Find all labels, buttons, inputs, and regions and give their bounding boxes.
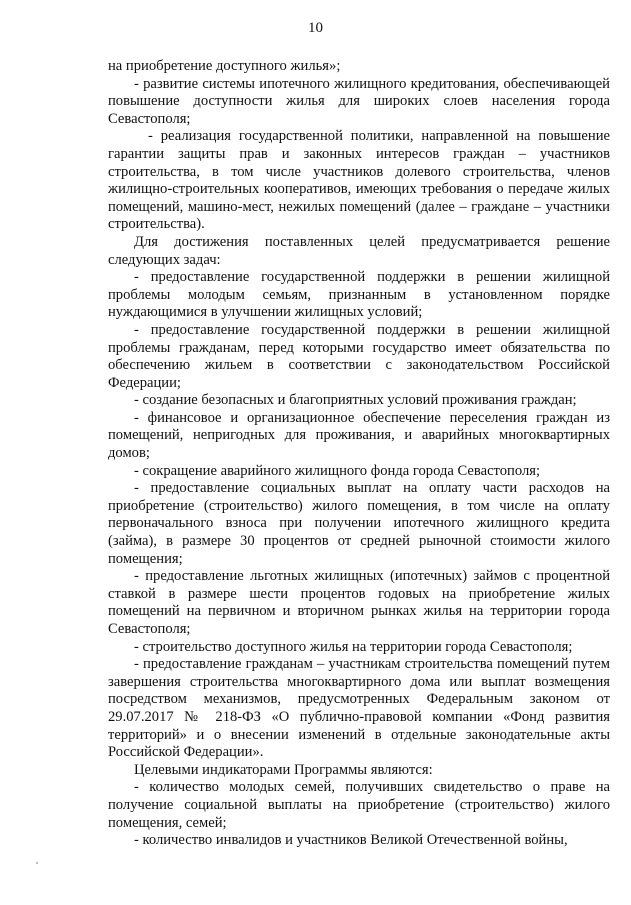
page-number: 10 — [308, 20, 323, 36]
paragraph-social-payments: - предоставление социальных выплат на оплату части расходов на приобретение (строительство) жилого помещения, в том числе на оплату первоначального взноса при получении ипотечного жилищного кредита (займа), в размере 30 процентов от средней рыночной стоимости жилого помещения; — [108, 480, 610, 567]
paragraph-preferential-loans: - предоставление льготных жилищных (ипотечных) займов с процентной ставкой в размере шести процентов годовых на приобретение жилых помещений на первичном и вторичном рынках жилья на территории города Севастополя; — [108, 568, 610, 637]
paragraph-safe-conditions: - создание безопасных и благоприятных условий проживания граждан; — [134, 392, 577, 409]
paragraph-state-policy: - реализация государственной политики, направленной на повышение гарантии защиты прав и законных интересов граждан – участников строительства, в том числе участников долевого строительства, членов жилищно-строительных кооперативов, имеющих требования о передаче жилых помещений, машино-мест, нежилых помещений (далее – граждане – участники строительства). — [108, 128, 610, 233]
paragraph-affordable-housing: - строительство доступного жилья на территории города Севастополя; — [134, 638, 573, 655]
paragraph-resettlement: - финансовое и организационное обеспечение переселения граждан из помещений, непригодных для проживания, и аварийных многоквартирных домов; — [108, 409, 610, 462]
scan-speck — [36, 862, 38, 864]
paragraph-tasks-intro: Для достижения поставленных целей предусматривается решение следующих задач: — [108, 233, 610, 268]
paragraph-state-obligations: - предоставление государственной поддержки в решении жилищной проблемы гражданам, перед которыми государство имеет обязательства по обеспечению жильем в соответствии с законодательством Российской Федерации; — [108, 321, 610, 391]
paragraph-continuation: на приобретение доступного жилья»; — [108, 58, 341, 74]
paragraph-construction-participants: - предоставление гражданам – участникам строительства помещений путем завершения строительства многоквартирного дома или выплат возмещения посредством механизмов, предусмотренных Федеральным законом от 29.07.2017 № 218-ФЗ «О публично-правовой компании «Фонд развития территорий» и о внесении изменений в отдельные законодательные акты Российской Федерации». — [108, 656, 610, 761]
paragraph-mortgage-system: - развитие системы ипотечного жилищного кредитования, обеспечивающей повышение доступности жилья для широких слоев населения города Севастополя; — [108, 75, 610, 127]
document-body — [108, 58, 610, 850]
paragraph-indicator-young-families: - количество молодых семей, получивших свидетельство о праве на получение социальной выплаты на приобретение (строительство) жилого помещения, семей; — [108, 779, 610, 831]
paragraph-emergency-fund: - сокращение аварийного жилищного фонда города Севастополя; — [134, 462, 540, 479]
paragraph-indicators-intro: Целевыми индикаторами Программы являются: — [134, 761, 433, 778]
paragraph-indicator-veterans: - количество инвалидов и участников Великой Отечественной войны, — [134, 832, 568, 849]
paragraph-young-families: - предоставление государственной поддержки в решении жилищной проблемы молодым семьям, признанным в установленном порядке нуждающимися в улучшении жилищных условий; — [108, 269, 610, 321]
